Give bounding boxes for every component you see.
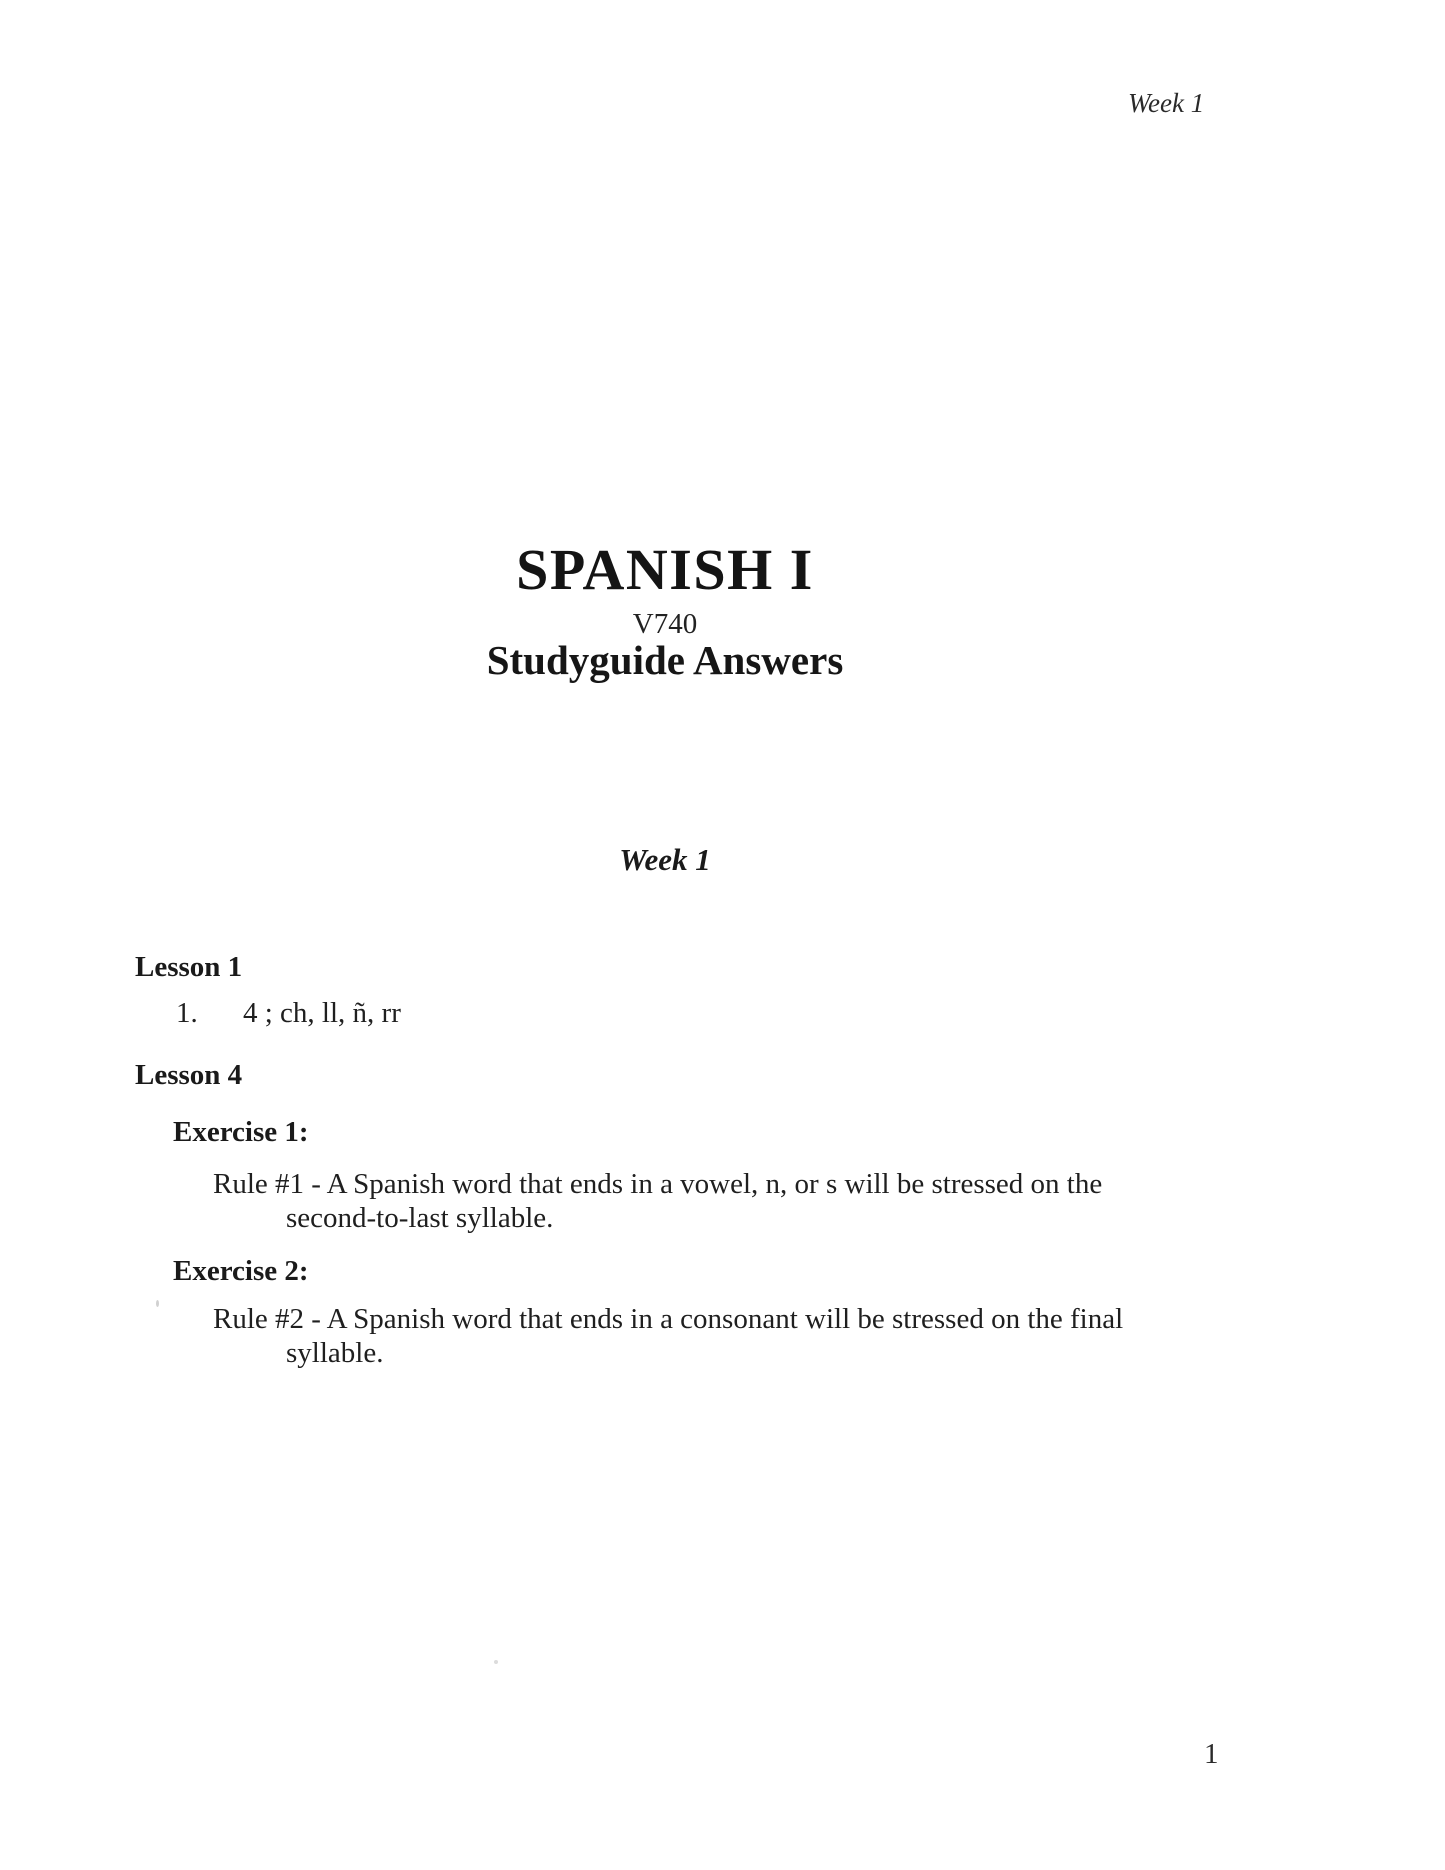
scan-artifact-speck (494, 1660, 498, 1664)
scan-artifact-speck (156, 1300, 159, 1307)
exercise-1-rule-line2: second-to-last syllable. (286, 1202, 554, 1234)
page-number: 1 (1204, 1738, 1219, 1770)
exercise-2-heading: Exercise 2: (173, 1255, 309, 1287)
exercise-2-rule-line2: syllable. (286, 1337, 384, 1369)
document-title: SPANISH I (516, 537, 814, 602)
exercise-1-heading: Exercise 1: (173, 1116, 309, 1148)
week-section-heading: Week 1 (619, 842, 711, 877)
lesson-1-item-number: 1. (176, 997, 198, 1029)
course-code: V740 (632, 608, 698, 640)
document-subtitle: Studyguide Answers (486, 637, 844, 683)
lesson-1-heading: Lesson 1 (135, 951, 243, 983)
exercise-1-rule-line1: Rule #1 - A Spanish word that ends in a vowel, n, or s will be stressed on the (213, 1168, 1103, 1200)
running-header: Week 1 (1128, 88, 1205, 118)
exercise-2-rule-line1: Rule #2 - A Spanish word that ends in a consonant will be stressed on the final (213, 1303, 1124, 1335)
lesson-1-item-answer: 4 ; ch, ll, ñ, rr (243, 997, 401, 1029)
lesson-4-heading: Lesson 4 (135, 1059, 243, 1091)
